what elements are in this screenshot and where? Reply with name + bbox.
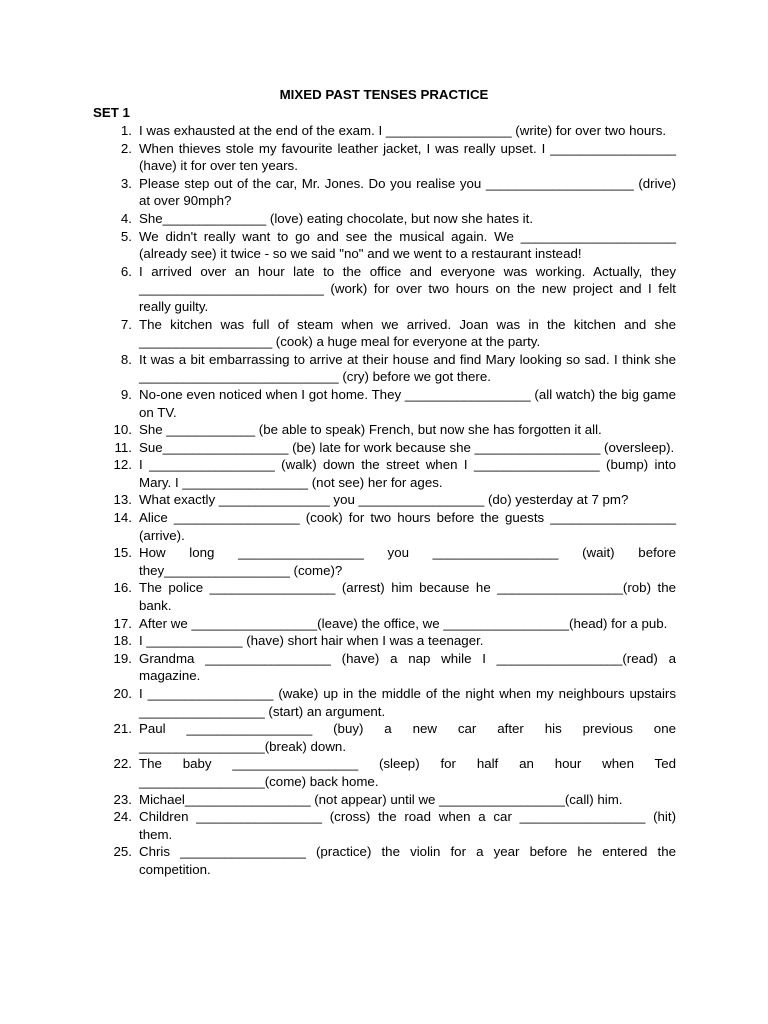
page-title: MIXED PAST TENSES PRACTICE [279, 87, 489, 102]
exercise-item [108, 685, 676, 720]
exercise-list [108, 122, 676, 879]
exercise-number: 23. [113, 791, 132, 807]
exercise-number: 15. [113, 545, 132, 561]
exercise-number: 25. [113, 844, 132, 860]
exercise-number: 20. [113, 686, 132, 701]
exercise-item [108, 175, 676, 210]
exercise-sentence: How long _________________ you _________________ (wait) before they_________________ (come)? [139, 545, 676, 578]
exercise-sentence: I was exhausted at the end of the exam. I _________________ (write) for over two hours. [139, 123, 667, 138]
exercise-sentence: She______________ (love) eating chocolate, but now she hates it. [139, 210, 534, 226]
exercise-sentence: She ____________ (be able to speak) French, but now she has forgotten it all. [139, 422, 602, 438]
exercise-number: 11. [114, 439, 132, 455]
exercise-item [108, 140, 676, 175]
exercise-sentence: We didn't really want to go and see the musical again. We _____________________ (already see) it twice - so we said "no" and we went to a restaurant instead! [139, 228, 676, 262]
exercise-sentence: Sue_________________ (be) late for work because she _________________ (oversleep). [139, 439, 675, 455]
exercise-item [108, 650, 676, 685]
exercise-number: 22. [113, 756, 132, 772]
exercise-item [108, 843, 676, 878]
exercise-sentence: Chris _________________ (practice) the violin for a year before he entered the competition. [139, 844, 676, 877]
exercise-number: 13. [113, 492, 132, 508]
exercise-number: 10. [113, 422, 132, 438]
exercise-sentence: Please step out of the car, Mr. Jones. Do you realise you ____________________ (drive) at over 90mph? [139, 175, 676, 209]
exercise-sentence: I _________________ (walk) down the street when I _________________ (bump) into Mary. I _________________ (not see) her for ages. [139, 457, 676, 490]
exercise-number: 5. [120, 228, 132, 244]
exercise-sentence: Children _________________ (cross) the road when a car _________________ (hit) them. [139, 809, 676, 842]
exercise-number: 19. [113, 650, 132, 666]
exercise-number: 17. [113, 615, 132, 631]
exercise-sentence: I arrived over an hour late to the office and everyone was working. Actually, they _________________________ (work) for over two hours on the new project and I felt really guilty. [139, 263, 676, 314]
exercise-number: 8. [120, 351, 132, 367]
exercise-number: 12. [113, 457, 132, 473]
exercise-number: 6. [120, 263, 132, 279]
exercise-item [108, 386, 676, 421]
exercise-item [108, 720, 676, 755]
exercise-item [108, 509, 676, 544]
exercise-number: 18. [113, 633, 132, 649]
exercise-number: 3. [120, 175, 132, 191]
exercise-number: 24. [113, 809, 132, 825]
exercise-item [108, 544, 676, 579]
exercise-number: 1. [120, 123, 132, 138]
exercise-sentence: I _________________ (wake) up in the middle of the night when my neighbours upstairs _________________ (start) an argument. [139, 686, 676, 719]
exercise-item [108, 263, 676, 316]
exercise-number: 7. [120, 316, 132, 332]
set-heading: SET 1 [93, 105, 130, 120]
exercise-sentence: When thieves stole my favourite leather jacket, I was really upset. I _________________ (have) it for over ten years. [139, 140, 676, 174]
exercise-sentence: I _____________ (have) short hair when I was a teenager. [139, 633, 484, 649]
exercise-item [108, 210, 676, 228]
exercise-sentence: Grandma _________________ (have) a nap while I _________________(read) a magazine. [139, 650, 676, 684]
exercise-sentence: No-one even noticed when I got home. They _________________ (all watch) the big game on TV. [139, 386, 676, 420]
exercise-item [108, 632, 676, 650]
exercise-item [108, 316, 676, 351]
exercise-sentence: After we _________________(leave) the office, we _________________(head) for a pub. [139, 615, 668, 631]
exercise-number: 2. [120, 140, 132, 156]
exercise-sentence: The police _________________ (arrest) him because he _________________(rob) the bank. [139, 580, 676, 614]
exercise-sentence: Paul _________________ (buy) a new car after his previous one _________________(break) down. [139, 721, 676, 754]
exercise-sentence: The kitchen was full of steam when we arrived. Joan was in the kitchen and she __________________ (cook) a huge meal for everyone at the party. [139, 316, 676, 350]
exercise-number: 14. [113, 510, 132, 526]
exercise-number: 16. [113, 580, 132, 596]
exercise-item [108, 615, 676, 633]
exercise-sentence: Michael_________________ (not appear) until we _________________(call) him. [139, 791, 623, 807]
exercise-item [108, 421, 676, 439]
exercise-number: 21. [113, 721, 132, 737]
exercise-item [108, 439, 676, 457]
exercise-item [108, 808, 676, 843]
exercise-number: 4. [120, 210, 132, 226]
exercise-sentence: What exactly _______________ you _________________ (do) yesterday at 7 pm? [139, 492, 629, 508]
exercise-item [108, 456, 676, 491]
exercise-item [108, 122, 676, 140]
exercise-sentence: Alice _________________ (cook) for two hours before the guests _________________ (arrive). [139, 510, 676, 543]
exercise-item [108, 351, 676, 386]
exercise-item [108, 491, 676, 509]
exercise-item [108, 579, 676, 614]
exercise-item [108, 228, 676, 263]
exercise-sentence: It was a bit embarrassing to arrive at their house and find Mary looking so sad. I think she ___________________________ (cry) before we got there. [139, 351, 676, 385]
exercise-sentence: The baby _________________ (sleep) for half an hour when Ted _________________(come) back home. [139, 756, 676, 789]
exercise-number: 9. [120, 386, 132, 402]
exercise-item [108, 755, 676, 790]
exercise-item [108, 791, 676, 809]
